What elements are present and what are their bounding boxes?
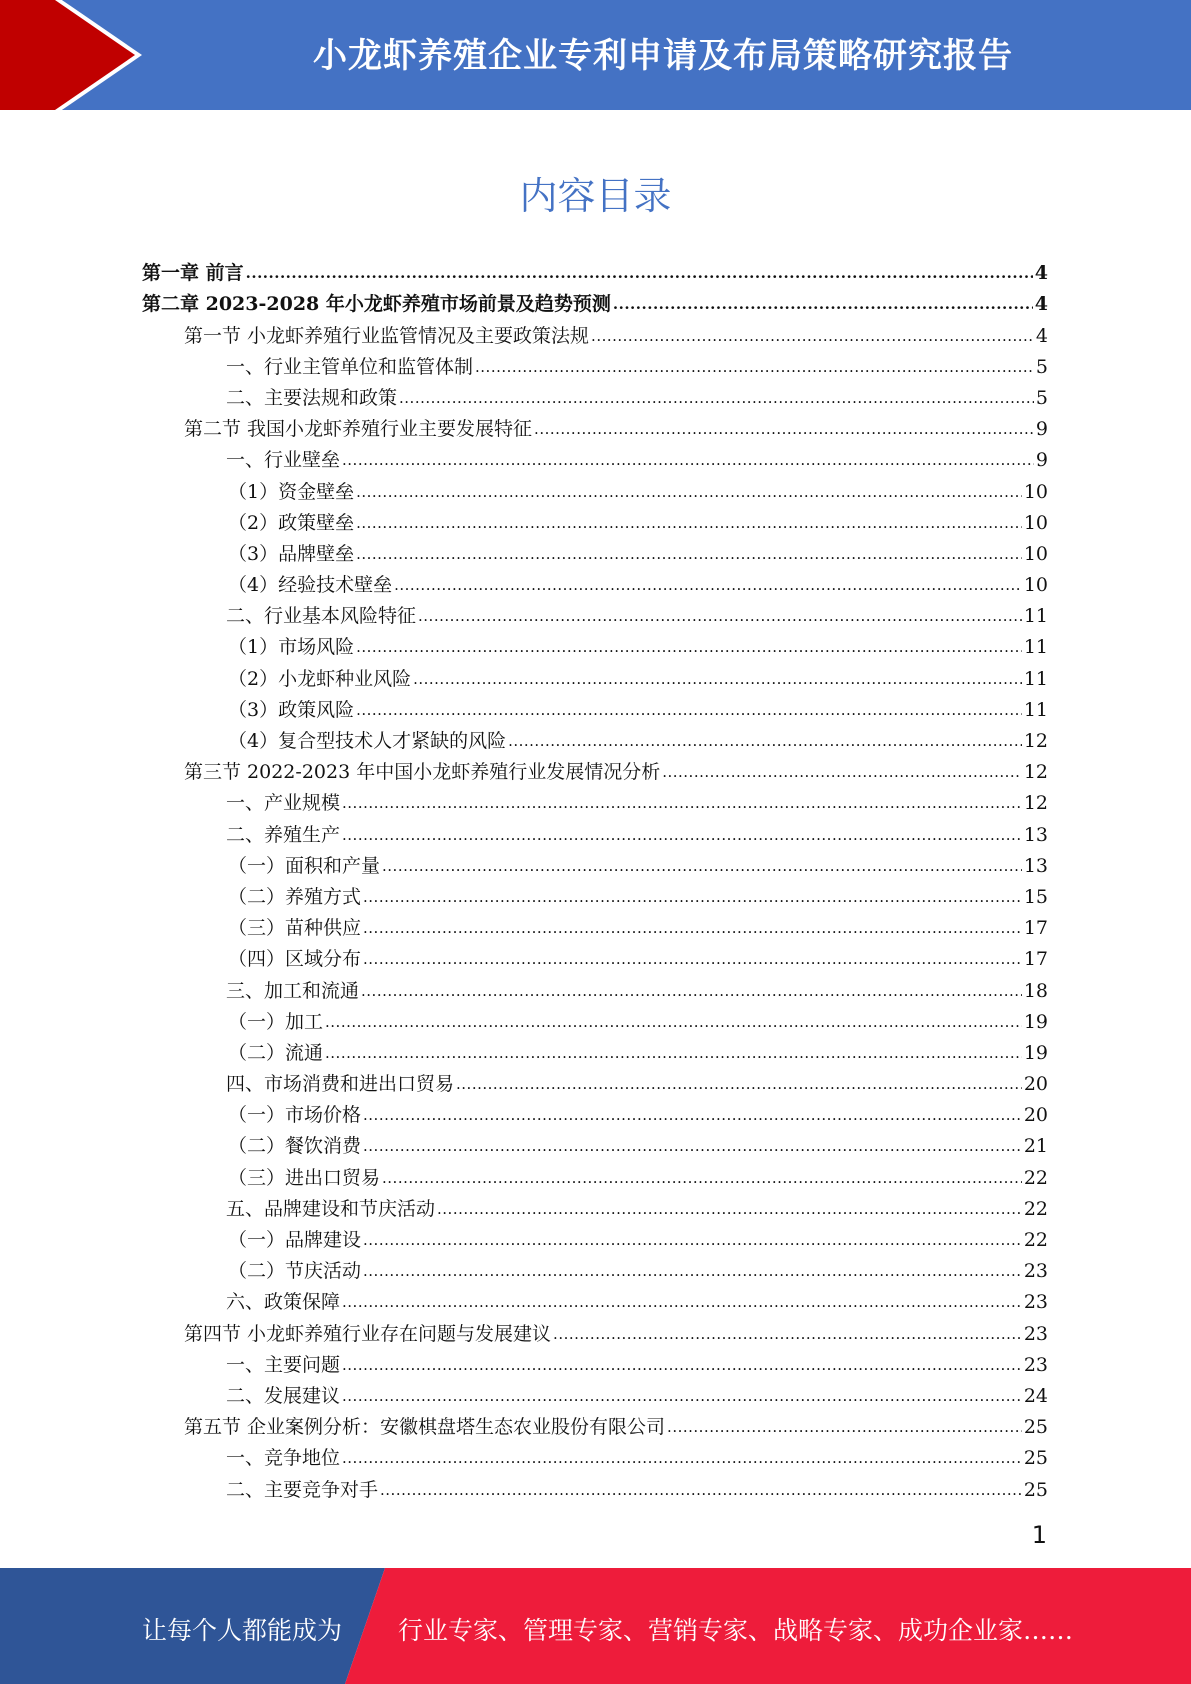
toc-leader-dots xyxy=(356,635,1022,659)
toc-entry-page: 19 xyxy=(1023,1010,1048,1033)
toc-entry-page: 11 xyxy=(1023,636,1048,659)
toc-entry[interactable] xyxy=(142,940,1048,971)
toc-entry[interactable] xyxy=(142,1283,1048,1314)
toc-entry-label: 二、主要法规和政策 xyxy=(226,386,398,409)
toc-entry-page: 12 xyxy=(1023,792,1048,815)
toc-entry-label: 五、品牌建设和节庆活动 xyxy=(226,1197,436,1220)
toc-entry-label: （4）复合型技术人才紧缺的风险 xyxy=(228,730,507,752)
toc-leader-dots xyxy=(356,480,1022,504)
toc-entry[interactable] xyxy=(142,1252,1048,1283)
toc-entry-label: （四）区域分布 xyxy=(228,948,362,971)
toc-leader-dots xyxy=(380,1478,1022,1502)
toc-entry-page: 22 xyxy=(1023,1197,1048,1220)
toc-leader-dots xyxy=(342,1446,1022,1470)
toc-entry-label: 二、养殖生产 xyxy=(226,823,341,846)
footer-slogan-left: 让每个人都能成为 xyxy=(142,1616,343,1645)
toc-entry[interactable] xyxy=(142,784,1048,815)
toc-entry-label: （二）餐饮消费 xyxy=(228,1135,362,1158)
toc-leader-dots xyxy=(363,1134,1022,1158)
toc-entry[interactable] xyxy=(142,659,1048,690)
toc-entry[interactable] xyxy=(142,1377,1048,1408)
toc-entry-label: （二）流通 xyxy=(228,1041,324,1064)
toc-entry-page: 18 xyxy=(1023,979,1048,1002)
toc-entry[interactable] xyxy=(142,1034,1048,1065)
toc-entry[interactable] xyxy=(142,815,1048,846)
toc-entry-label: 一、行业壁垒 xyxy=(226,449,341,472)
toc-entry[interactable] xyxy=(142,1158,1048,1189)
toc-entry-page: 11 xyxy=(1023,667,1048,690)
toc-entry-page: 15 xyxy=(1023,885,1048,908)
toc-entry-page: 23 xyxy=(1023,1353,1048,1376)
toc-entry-page: 21 xyxy=(1023,1135,1048,1158)
toc-leader-dots xyxy=(342,1384,1022,1408)
toc-title: 内容目录 xyxy=(519,174,672,218)
toc-entry[interactable] xyxy=(142,909,1048,940)
toc-entry-label: 六、政策保障 xyxy=(226,1291,341,1314)
toc-entry[interactable] xyxy=(142,971,1048,1002)
toc-entry-page: 4 xyxy=(1035,324,1048,347)
toc-leader-dots xyxy=(356,698,1022,722)
toc-entry[interactable] xyxy=(142,504,1048,535)
toc-entry-label: 二、行业基本风险特征 xyxy=(226,605,417,628)
toc-leader-dots xyxy=(456,1072,1022,1096)
toc-entry-label: 二、主要竞争对手 xyxy=(226,1478,379,1501)
toc-entry-page: 9 xyxy=(1035,449,1048,472)
toc-entry-label: （4）经验技术壁垒 xyxy=(228,574,393,597)
toc-entry[interactable] xyxy=(142,535,1048,566)
toc-entry-page: 10 xyxy=(1023,511,1048,534)
toc-leader-dots xyxy=(342,791,1022,815)
toc-entry-label: 一、竞争地位 xyxy=(226,1447,341,1470)
toc-leader-dots xyxy=(363,885,1022,909)
toc-entry-page: 5 xyxy=(1035,386,1048,409)
toc-entry-page: 10 xyxy=(1023,542,1048,565)
toc-leader-dots xyxy=(437,1197,1022,1221)
toc-entry-page: 12 xyxy=(1023,761,1048,784)
toc-entry-label: 三、加工和流通 xyxy=(226,979,360,1002)
toc-leader-dots xyxy=(382,854,1022,878)
toc-entry-label: 一、主要问题 xyxy=(226,1353,341,1376)
toc-entry[interactable] xyxy=(142,1470,1048,1501)
toc-entry-label: （一）加工 xyxy=(228,1010,324,1033)
toc-entry[interactable] xyxy=(142,722,1048,753)
toc-entry-page: 23 xyxy=(1023,1291,1048,1314)
toc-leader-dots xyxy=(325,1010,1022,1034)
toc-leader-dots xyxy=(363,1228,1022,1252)
toc-entry-page: 17 xyxy=(1023,917,1048,940)
toc-entry-label: 四、市场消费和进出口贸易 xyxy=(226,1073,455,1096)
toc-leader-dots xyxy=(342,448,1034,472)
toc-entry[interactable] xyxy=(142,1065,1048,1096)
toc-entry-page: 23 xyxy=(1023,1260,1048,1283)
toc-entry-label: 第一章 前言 xyxy=(142,262,244,285)
toc-leader-dots xyxy=(342,823,1022,847)
toc-entry-label: 第三节 2022-2023 年中国小龙虾养殖行业发展情况分析 xyxy=(184,761,661,784)
toc-entry-label: （1）资金壁垒 xyxy=(228,480,355,503)
toc-leader-dots xyxy=(394,573,1022,597)
toc-entry-label: 第一节 小龙虾养殖行业监管情况及主要政策法规 xyxy=(184,324,590,347)
toc-entry[interactable] xyxy=(142,1096,1048,1127)
toc-entry[interactable] xyxy=(142,316,1048,347)
toc-entry-label: （一）面积和产量 xyxy=(228,854,381,877)
toc-entry-page: 5 xyxy=(1035,355,1048,378)
footer-slogan-right: 行业专家、管理专家、营销专家、战略专家、成功企业家…… xyxy=(398,1616,1074,1645)
toc-entry-label: （1）市场风险 xyxy=(228,636,355,659)
toc-entry-page: 22 xyxy=(1023,1166,1048,1189)
toc-entry-page: 24 xyxy=(1023,1384,1048,1407)
toc-entry-label: 二、发展建议 xyxy=(226,1384,341,1407)
toc-entry-label: （二）节庆活动 xyxy=(228,1260,362,1283)
toc-entry-page: 9 xyxy=(1035,418,1048,441)
toc-entry-label: （三）苗种供应 xyxy=(228,917,362,940)
toc-leader-dots xyxy=(363,947,1022,971)
toc-entry[interactable] xyxy=(142,1439,1048,1470)
toc-leader-dots xyxy=(361,979,1022,1003)
toc-entry[interactable] xyxy=(142,1408,1048,1439)
toc-entry[interactable] xyxy=(142,348,1048,379)
toc-entry-page: 11 xyxy=(1023,605,1048,628)
toc-leader-dots xyxy=(553,1322,1022,1346)
toc-entry-label: （2）小龙虾种业风险 xyxy=(228,667,412,690)
toc-entry[interactable] xyxy=(142,1127,1048,1158)
report-title: 小龙虾养殖企业专利申请及布局策略研究报告 xyxy=(313,36,1013,76)
toc-entry[interactable] xyxy=(142,691,1048,722)
toc-leader-dots xyxy=(363,1103,1022,1127)
toc-entry[interactable] xyxy=(142,847,1048,878)
toc-entry-page: 23 xyxy=(1023,1322,1048,1345)
toc-entry-label: （一）市场价格 xyxy=(228,1104,362,1127)
toc-entry-page: 25 xyxy=(1023,1416,1048,1439)
toc-entry-label: 第五节 企业案例分析：安徽棋盘塔生态农业股份有限公司 xyxy=(184,1416,666,1439)
toc-entry-page: 25 xyxy=(1023,1478,1048,1501)
toc-entry[interactable] xyxy=(142,628,1048,659)
toc-leader-dots xyxy=(363,1259,1022,1283)
toc-entry-label: （三）进出口贸易 xyxy=(228,1166,381,1189)
toc-entry[interactable] xyxy=(142,1003,1048,1034)
toc-entry[interactable] xyxy=(142,379,1048,410)
toc-entry-label: 第二章 2023-2028 年小龙虾养殖市场前景及趋势预测 xyxy=(142,293,611,316)
toc-entry-page: 20 xyxy=(1023,1104,1048,1127)
toc-entry-label: 第二节 我国小龙虾养殖行业主要发展特征 xyxy=(184,418,533,441)
toc-entry-label: （2）政策壁垒 xyxy=(228,511,355,534)
toc-entry[interactable] xyxy=(142,753,1048,784)
toc-leader-dots xyxy=(356,542,1022,566)
chevron-logo-icon xyxy=(0,0,150,110)
toc-entry[interactable] xyxy=(142,441,1048,472)
toc-leader-dots xyxy=(475,355,1034,379)
toc-entry-page: 20 xyxy=(1023,1073,1048,1096)
toc-leader-dots xyxy=(342,1290,1022,1314)
toc-entry-page: 25 xyxy=(1023,1447,1048,1470)
toc-leader-dots xyxy=(413,667,1022,691)
toc-entry-page: 10 xyxy=(1023,574,1048,597)
toc-entry-page: 11 xyxy=(1023,698,1048,721)
toc-entry[interactable] xyxy=(142,410,1048,441)
header-banner xyxy=(0,0,1191,110)
toc-entry[interactable] xyxy=(142,566,1048,597)
toc-entry[interactable] xyxy=(142,1190,1048,1221)
toc-entry[interactable] xyxy=(142,285,1048,316)
toc-entry-page: 13 xyxy=(1023,823,1048,846)
toc-entry-page: 19 xyxy=(1023,1041,1048,1064)
toc-leader-dots xyxy=(418,604,1022,628)
toc-entry-page: 22 xyxy=(1023,1229,1048,1251)
toc-entry-label: 第四节 小龙虾养殖行业存在问题与发展建议 xyxy=(184,1322,552,1345)
footer-banner xyxy=(0,1568,1191,1684)
toc-entry[interactable] xyxy=(142,472,1048,503)
toc-entry-label: 一、产业规模 xyxy=(226,792,341,815)
toc-entry-label: （二）养殖方式 xyxy=(228,885,362,908)
table-of-contents xyxy=(142,254,1048,1502)
toc-entry-page: 13 xyxy=(1023,854,1048,877)
toc-leader-dots xyxy=(325,1041,1022,1065)
toc-entry[interactable] xyxy=(142,597,1048,628)
toc-leader-dots xyxy=(246,261,1033,285)
toc-entry[interactable] xyxy=(142,1221,1048,1252)
toc-leader-dots xyxy=(662,760,1022,784)
toc-leader-dots xyxy=(613,292,1033,316)
toc-leader-dots xyxy=(356,511,1022,535)
toc-leader-dots xyxy=(591,324,1034,348)
toc-entry-label: 一、行业主管单位和监管体制 xyxy=(226,355,474,378)
toc-entry-label: （3）政策风险 xyxy=(228,698,355,721)
toc-entry-page: 10 xyxy=(1023,480,1048,503)
toc-entry-page: 12 xyxy=(1023,730,1048,752)
toc-entry-label: （3）品牌壁垒 xyxy=(228,542,355,565)
toc-entry[interactable] xyxy=(142,254,1048,285)
page-number: 1 xyxy=(1031,1521,1047,1549)
toc-leader-dots xyxy=(534,417,1034,441)
toc-leader-dots xyxy=(342,1353,1022,1377)
toc-leader-dots xyxy=(667,1415,1022,1439)
toc-entry[interactable] xyxy=(142,878,1048,909)
toc-entry-page: 4 xyxy=(1034,293,1048,316)
toc-entry[interactable] xyxy=(142,1314,1048,1345)
toc-entry-page: 17 xyxy=(1023,948,1048,971)
toc-entry[interactable] xyxy=(142,1346,1048,1377)
toc-leader-dots xyxy=(382,1166,1022,1190)
toc-leader-dots xyxy=(363,916,1022,940)
toc-entry-page: 4 xyxy=(1034,262,1048,285)
toc-leader-dots xyxy=(508,729,1022,753)
toc-leader-dots xyxy=(399,386,1034,410)
toc-entry-label: （一）品牌建设 xyxy=(228,1229,362,1251)
